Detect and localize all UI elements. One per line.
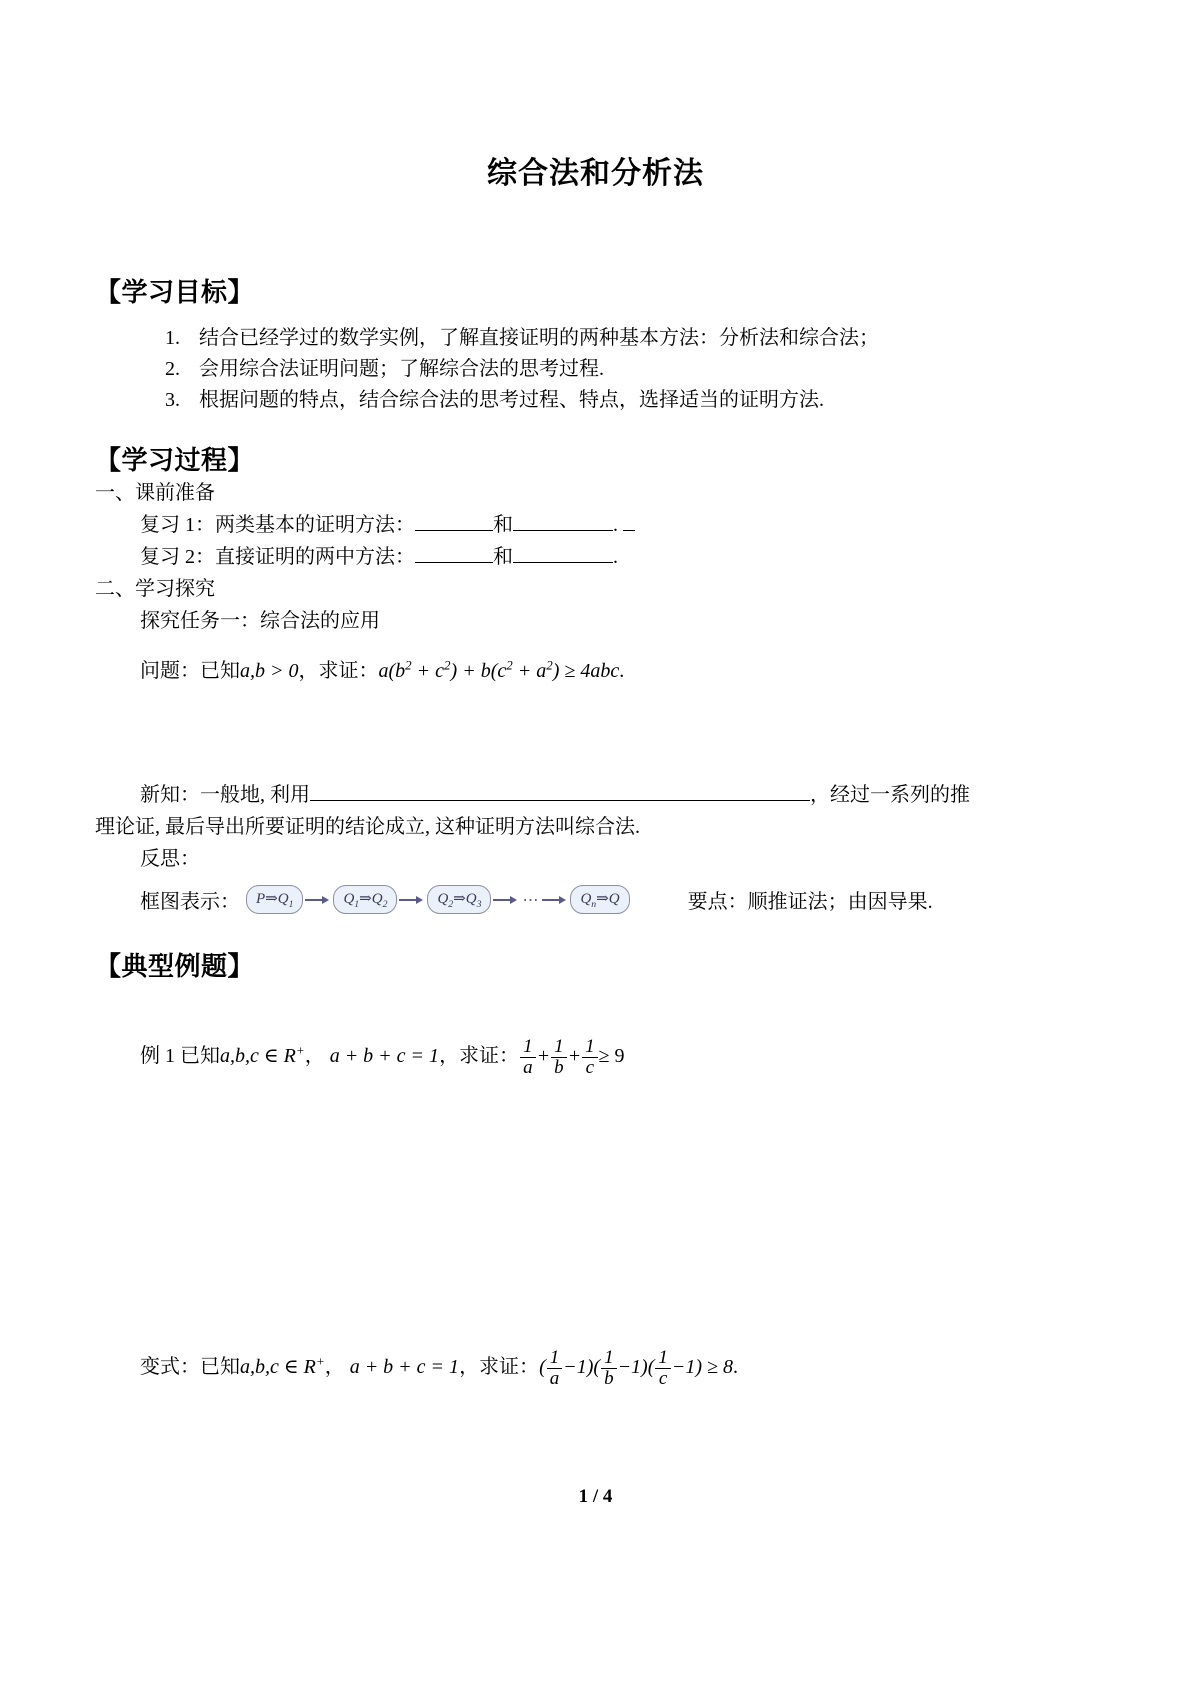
variation-formula: ( $\frac{1}{a}$ −1)( $\frac{1}{b}$ −1)( $\frac{1}{c}$ −1) ≥ 8 (539, 1346, 734, 1389)
fraction-1-over-c: $\frac{1}{c}$ (582, 1037, 598, 1078)
flow-arrow-icon (399, 895, 425, 904)
page-title: 综合法和分析法 (487, 157, 704, 190)
review-2-line (0, 541, 1191, 573)
problem-line (0, 637, 1191, 687)
review-1-suffix: . (613, 514, 618, 536)
flow-box-3: $Q_2\Rightarrow Q_3$ (427, 885, 491, 914)
example-1-label: 例 1 已知 (140, 1045, 220, 1068)
example-1-condition: a + b + c = 1 (329, 1045, 440, 1068)
variation-line: 变式：已知a,b,c ∈ R+， a + b + c = 1，求证：( $\frac{1}{a}$ −1)( $\frac{1}{b}$ −1)( $\frac{1}{c}$ −1) ≥ 8. (140, 1346, 739, 1389)
review-1-conjunction: 和 (493, 514, 513, 536)
flow-arrow-icon (493, 895, 519, 904)
example-1-formula: $\frac{1}{a}$ + $\frac{1}{b}$ + $\frac{1}{c}$ ≥ 9 (519, 1045, 624, 1067)
new-knowledge-line-2: 理论证, 最后导出所要证明的结论成立, 这种证明方法叫综合法. (95, 816, 640, 838)
part-two-label: 二、学习探究 (95, 578, 215, 600)
list-item: 3. 根据问题的特点，结合综合法的思考过程、特点，选择适当的证明方法. (185, 385, 1191, 416)
reflection-label: 反思： (140, 848, 200, 870)
section-heading-learning-process: 【学习过程】 (95, 446, 255, 475)
problem-prove-label: ，求证： (298, 660, 379, 682)
review-1-blank-2 (513, 530, 613, 531)
flow-box-4: $Q_n\Rightarrow Q$ (570, 885, 629, 914)
learning-goals-list (0, 323, 1191, 416)
frame-diagram (246, 885, 630, 914)
fraction-1-over-c: $\frac{1}{c}$ (655, 1348, 671, 1389)
fraction-1-over-a: $\frac{1}{a}$ (520, 1037, 536, 1078)
review-2-blank-2 (513, 562, 613, 563)
fraction-1-over-b: $\frac{1}{b}$ (601, 1348, 617, 1389)
variation-prove-label: ，求证： (459, 1355, 540, 1378)
page-number: 1 / 4 (578, 1486, 613, 1507)
review-2-suffix: . (613, 546, 618, 568)
review-2-prefix: 复习 2：直接证明的两中方法： (140, 546, 415, 568)
review-2-blank-1 (415, 562, 493, 563)
new-knowledge-mid: ，经过一系列的推 (810, 784, 970, 806)
new-knowledge-paragraph (0, 687, 1191, 843)
review-2-conjunction: 和 (493, 546, 513, 568)
part-one-label: 一、课前准备 (95, 482, 215, 504)
problem-period: . (619, 660, 625, 682)
problem-given: a,b > 0 (240, 660, 299, 682)
review-1-blank-3 (623, 530, 635, 531)
frame-key-points: 要点：顺推证法；由因导果. (687, 891, 933, 913)
flow-arrow-icon (305, 895, 331, 904)
fraction-1-over-a: $\frac{1}{a}$ (547, 1348, 563, 1389)
variation-condition: a + b + c = 1 (349, 1355, 460, 1378)
page-footer (0, 1486, 1191, 1508)
flow-arrow-icon (542, 895, 568, 904)
list-item: 2. 会用综合法证明问题；了解综合法的思考过程. (185, 354, 1191, 385)
variation-period: . (733, 1355, 739, 1378)
fraction-1-over-b: $\frac{1}{b}$ (551, 1037, 567, 1078)
flow-box-1: $P\Rightarrow Q_1$ (246, 885, 303, 914)
explore-task-label: 探究任务一：综合法的应用 (140, 610, 380, 632)
new-knowledge-prefix: 新知：一般地, 利用 (140, 784, 310, 806)
list-item: 1. 结合已经学过的数学实例，了解直接证明的两种基本方法：分析法和综合法； (185, 323, 1191, 354)
variation-label: 变式：已知 (140, 1355, 240, 1378)
flow-box-2: $Q_1\Rightarrow Q_2$ (333, 885, 397, 914)
new-knowledge-blank (310, 800, 810, 801)
section-heading-typical-examples: 【典型例题】 (95, 952, 255, 981)
problem-formula: $a(b^2 + c^2) + b(c^2 + a^2) \ge 4abc$ (378, 657, 620, 682)
frame-diagram-label: 框图表示： (140, 891, 240, 913)
flow-ellipsis: ⋯ (522, 891, 540, 909)
section-heading-learning-goals: 【学习目标】 (95, 278, 255, 307)
review-1-blank-1 (415, 530, 493, 531)
example-1-prove-label: ，求证： (439, 1045, 520, 1068)
example-1-line: 例 1 已知a,b,c ∈ R+， a + b + c = 1，求证： $\frac{1}{a}$ + $\frac{1}{b}$ + $\frac{1}{c}$ ≥ 9 (140, 1036, 625, 1078)
problem-label: 问题：已知 (140, 660, 240, 682)
example-1-given: a,b,c ∈ R+ (220, 1042, 305, 1068)
review-1-line (0, 509, 1191, 541)
variation-given: a,b,c ∈ R+ (240, 1353, 325, 1378)
review-1-prefix: 复习 1：两类基本的证明方法： (140, 514, 415, 536)
frame-diagram-row (0, 875, 1191, 914)
